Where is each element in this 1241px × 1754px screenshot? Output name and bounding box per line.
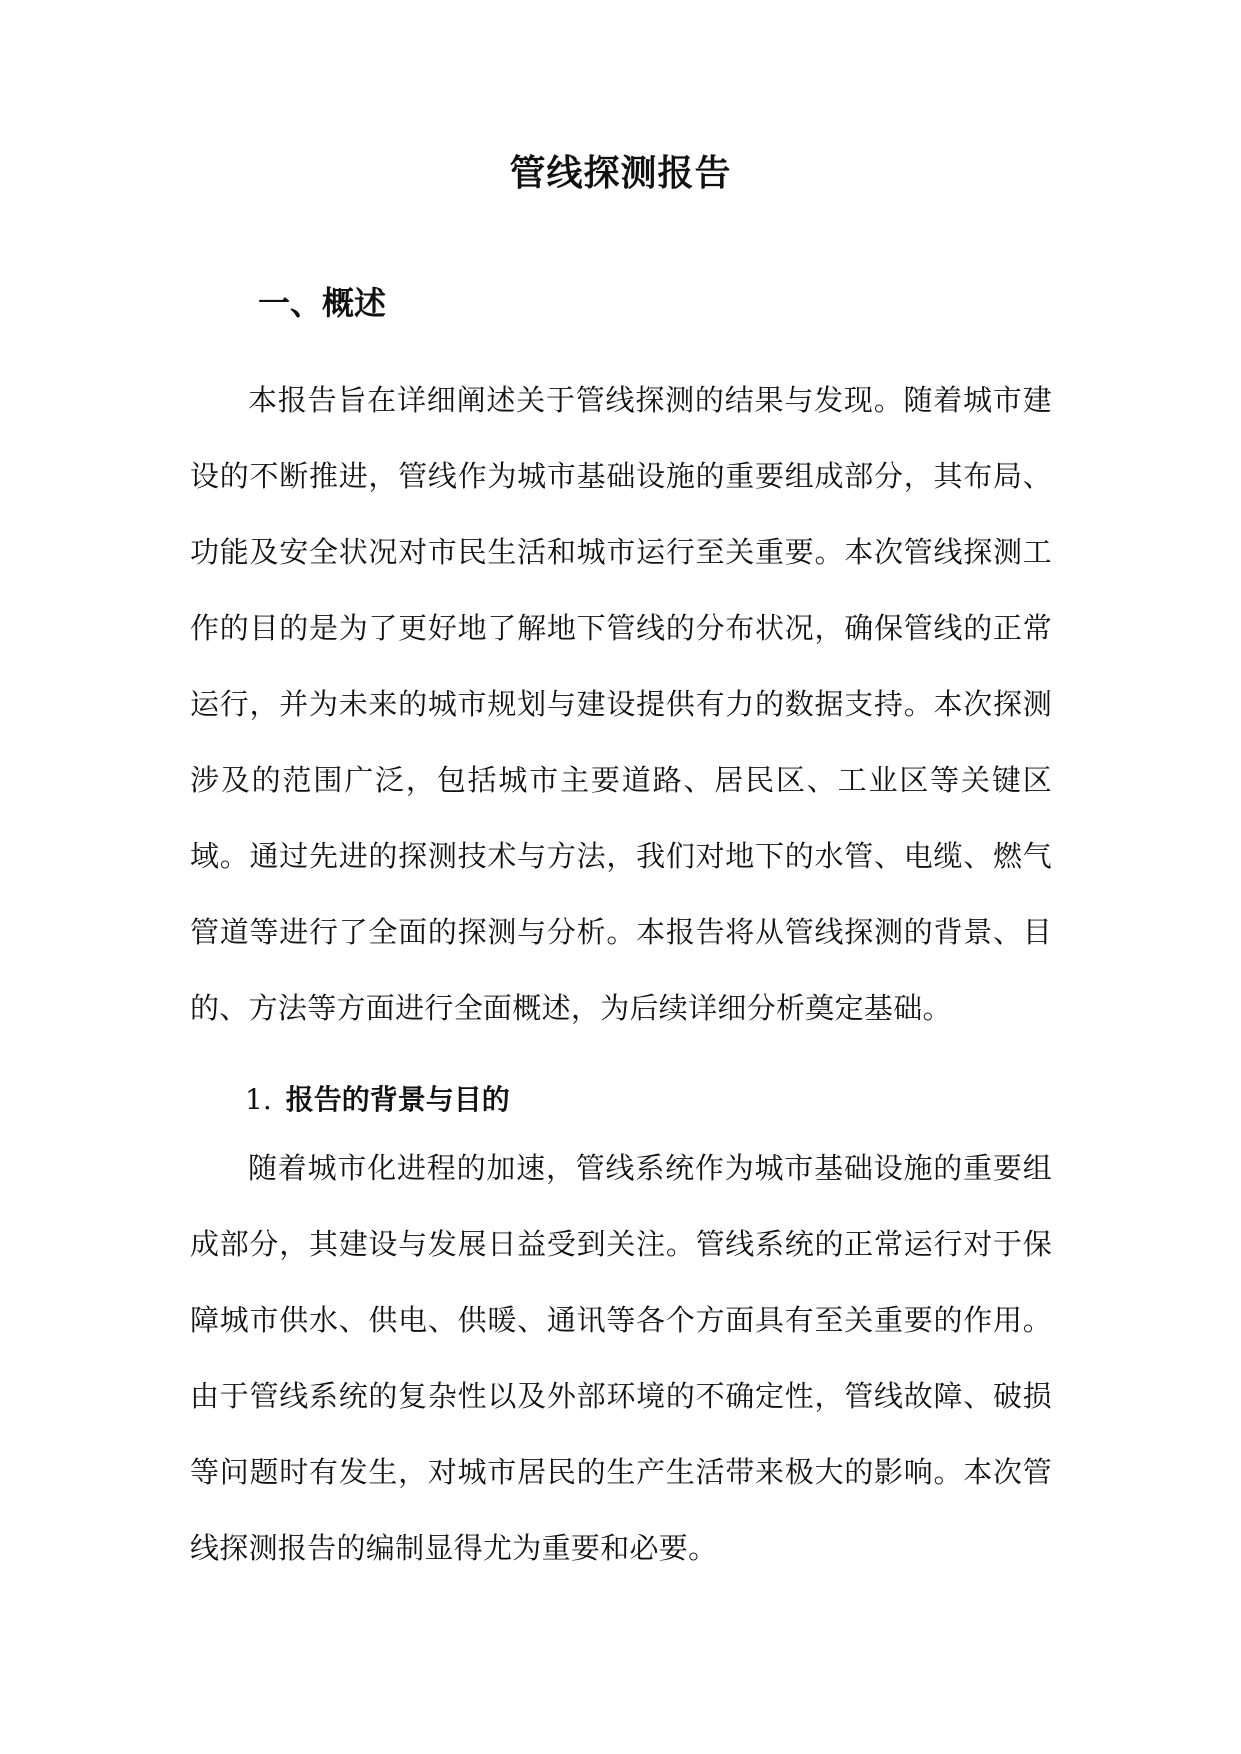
subsection-number: 1. bbox=[245, 1083, 272, 1116]
document-title: 管线探测报告 bbox=[509, 152, 732, 194]
overview-paragraph: 本报告旨在详细阐述关于管线探测的结果与发现。随着城市建设的不断推进，管线作为城市基础设施的重要组成部分，其布局、功能及安全状况对市民生活和城市运行至关重要。本次管线探测工作的目的是为了更好地了解地下管线的分布状况，确保管线的正常运行，并为未来的城市规划与建设提供有力的数据支持。本次探测涉及的范围广泛，包括城市主要道路、居民区、工业区等关键区域。通过先进的探测技术与方法，我们对地下的水管、电缆、燃气管道等进行了全面的探测与分析。本报告将从管线探测的背景、目的、方法等方面进行全面概述，为后续详细分析奠定基础。 bbox=[190, 383, 1052, 1025]
subsection-title: 报告的背景与目的 bbox=[285, 1083, 510, 1116]
subsection-heading-background bbox=[245, 1080, 510, 1120]
section-heading-overview: 一、概述 bbox=[258, 284, 387, 322]
background-paragraph: 随着城市化进程的加速，管线系统作为城市基础设施的重要组成部分，其建设与发展日益受到关注。管线系统的正常运行对于保障城市供水、供电、供暖、通讯等各个方面具有至关重要的作用。由于管线系统的复杂性以及外部环境的不确定性，管线故障、破损等问题时有发生，对城市居民的生产生活带来极大的影响。本次管线探测报告的编制显得尤为重要和必要。 bbox=[190, 1151, 1052, 1565]
